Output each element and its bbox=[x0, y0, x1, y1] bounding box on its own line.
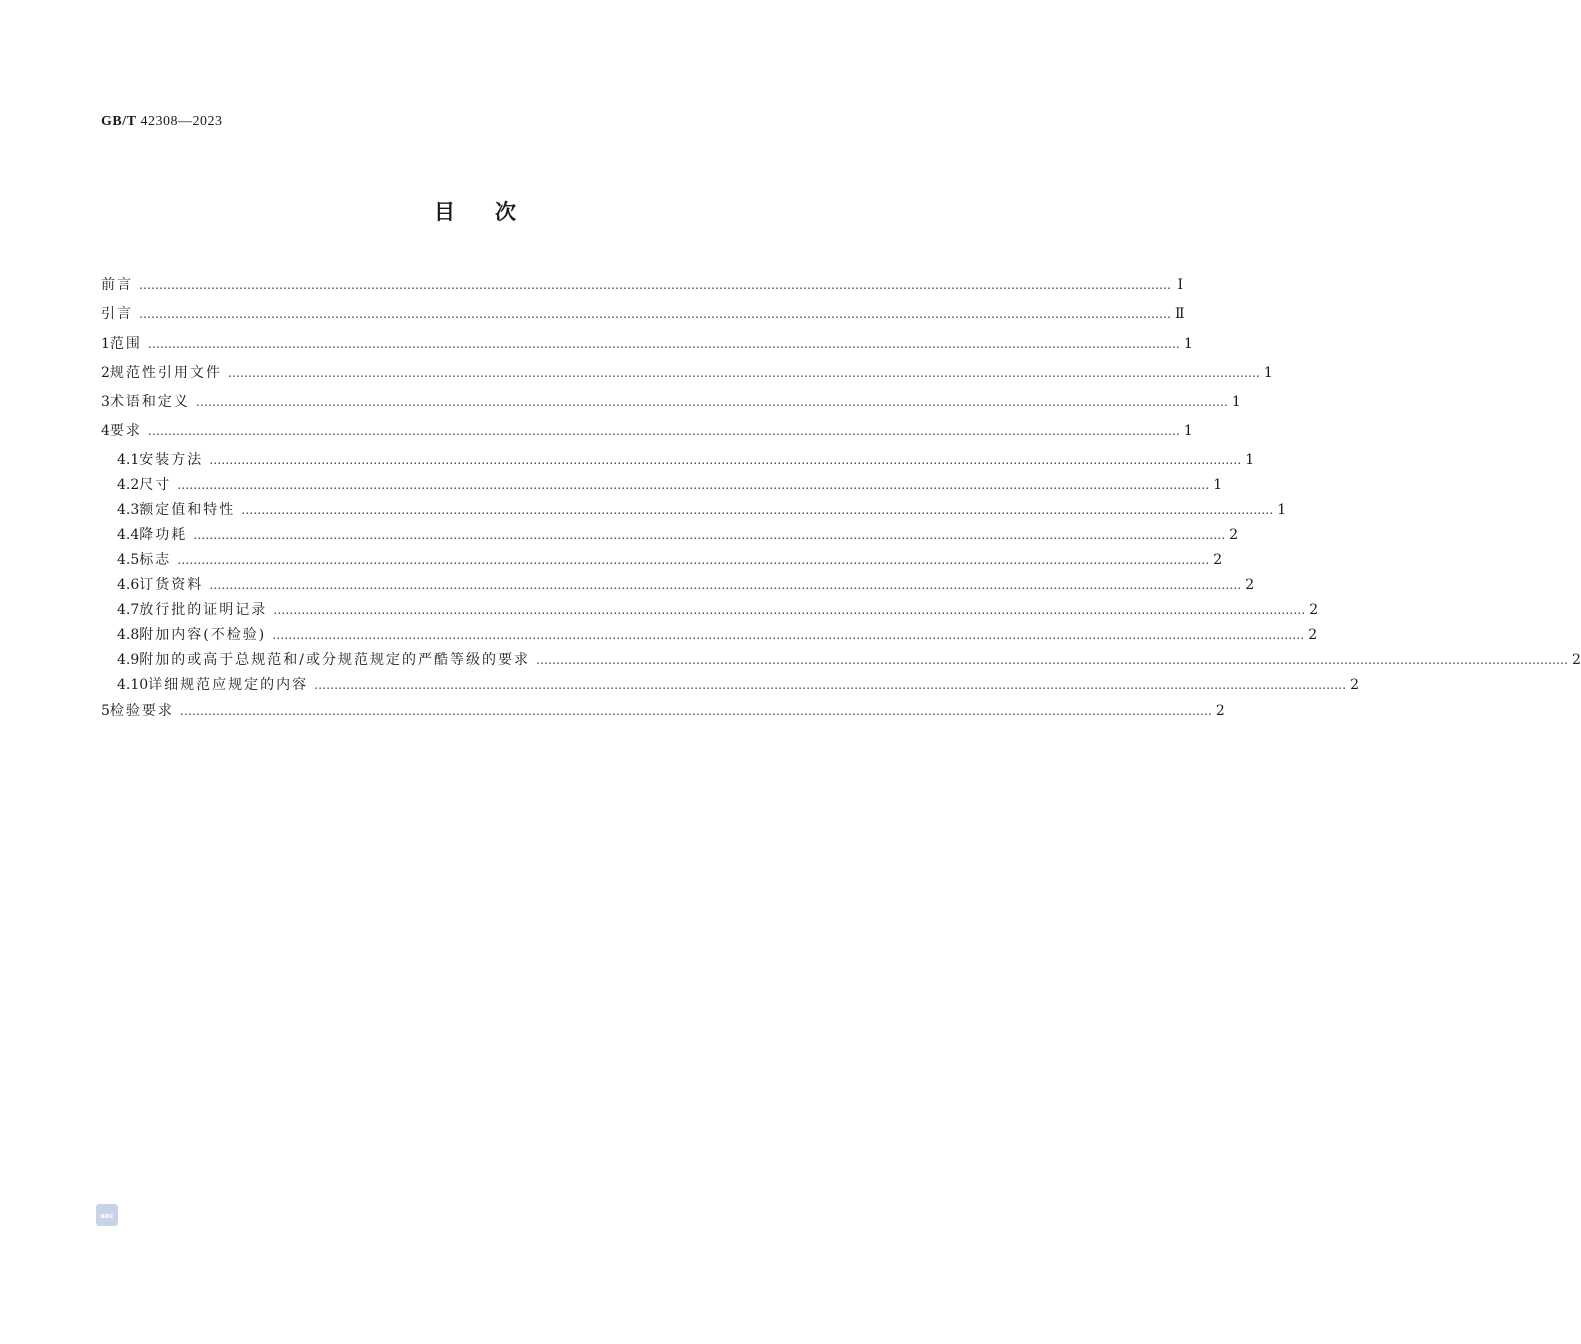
standard-code-prefix: GB/T bbox=[101, 114, 137, 129]
toc-entry-title: 检验要求 bbox=[109, 702, 174, 719]
toc-entry[interactable] bbox=[101, 272, 1183, 301]
toc-entry-page: 1 bbox=[1245, 451, 1255, 468]
toc-entry-page: 1 bbox=[1277, 501, 1287, 518]
svg-text:sac: sac bbox=[100, 1212, 114, 1220]
toc-entry[interactable] bbox=[101, 598, 1319, 623]
toc-entry-number: 4.2 bbox=[117, 476, 140, 493]
toc-entry[interactable] bbox=[101, 573, 1255, 598]
toc-dot-leader bbox=[314, 673, 1346, 698]
toc-entry-page: 2 bbox=[1350, 676, 1360, 693]
toc-entry-page: 2 bbox=[1215, 702, 1225, 719]
toc-entry-title: 放行批的证明记录 bbox=[139, 601, 268, 618]
page-title: 目次 bbox=[434, 200, 556, 224]
toc-entry-page: 2 bbox=[1229, 526, 1239, 543]
toc-entry-number: 4.1 bbox=[117, 451, 140, 468]
table-of-contents bbox=[101, 272, 1581, 727]
toc-entry[interactable] bbox=[101, 360, 1273, 389]
toc-dot-leader bbox=[228, 360, 1260, 386]
toc-entry-page: 1 bbox=[1213, 476, 1223, 493]
toc-entry-number: 5 bbox=[101, 702, 110, 719]
toc-entry-page: 2 bbox=[1245, 576, 1255, 593]
toc-entry[interactable] bbox=[101, 331, 1193, 360]
toc-entry[interactable] bbox=[101, 389, 1241, 418]
toc-entry-number: 4.3 bbox=[117, 501, 140, 518]
toc-entry-title: 降功耗 bbox=[139, 526, 188, 543]
toc-entry[interactable] bbox=[101, 698, 1225, 727]
toc-entry-title: 术语和定义 bbox=[109, 394, 190, 411]
toc-entry-title: 尺寸 bbox=[139, 476, 172, 493]
toc-dot-leader bbox=[139, 301, 1171, 327]
toc-dot-leader bbox=[196, 389, 1228, 415]
toc-dot-leader bbox=[148, 418, 1180, 444]
toc-entry-title: 订货资料 bbox=[139, 576, 204, 593]
toc-entry[interactable] bbox=[101, 623, 1318, 648]
toc-entry[interactable] bbox=[101, 673, 1360, 698]
toc-dot-leader bbox=[177, 473, 1209, 498]
toc-entry-page: Ⅰ bbox=[1177, 277, 1183, 293]
toc-dot-leader bbox=[273, 598, 1305, 623]
toc-entry-page: Ⅱ bbox=[1175, 306, 1185, 323]
toc-dot-leader bbox=[180, 698, 1212, 724]
toc-entry-number: 3 bbox=[101, 394, 110, 411]
toc-dot-leader bbox=[209, 448, 1241, 473]
toc-dot-leader bbox=[177, 548, 1209, 573]
toc-entry-title: 详细规范应规定的内容 bbox=[148, 676, 309, 693]
toc-entry-number: 2 bbox=[101, 364, 110, 381]
toc-entry-title: 附加内容(不检验) bbox=[139, 626, 267, 643]
toc-entry-number: 4.5 bbox=[117, 551, 140, 568]
toc-entry-number: 4 bbox=[101, 423, 110, 440]
toc-dot-leader bbox=[139, 272, 1171, 298]
toc-dot-leader bbox=[536, 648, 1568, 673]
toc-entry[interactable] bbox=[101, 498, 1287, 523]
toc-entry[interactable] bbox=[101, 301, 1185, 330]
toc-entry-page: 2 bbox=[1213, 551, 1223, 568]
toc-entry-page: 2 bbox=[1309, 601, 1319, 618]
standard-code bbox=[101, 114, 222, 130]
toc-entry-title: 标志 bbox=[139, 551, 172, 568]
toc-entry-page: 2 bbox=[1571, 651, 1581, 668]
toc-entry-number: 4.9 bbox=[117, 651, 140, 668]
toc-entry[interactable] bbox=[101, 523, 1239, 548]
toc-entry[interactable] bbox=[101, 473, 1223, 498]
toc-entry-number: 4.4 bbox=[117, 526, 140, 543]
toc-dot-leader bbox=[148, 331, 1180, 357]
toc-entry-number: 4.10 bbox=[117, 676, 149, 693]
toc-entry-page: 1 bbox=[1183, 423, 1193, 440]
toc-entry-title: 规范性引用文件 bbox=[109, 364, 222, 381]
toc-entry-title: 要求 bbox=[109, 423, 142, 440]
toc-entry-number: 4.8 bbox=[117, 626, 140, 643]
toc-entry[interactable] bbox=[101, 648, 1581, 673]
toc-entry[interactable] bbox=[101, 548, 1223, 573]
toc-entry-title: 额定值和特性 bbox=[139, 501, 236, 518]
toc-entry-title: 附加的或高于总规范和/或分规范规定的严酷等级的要求 bbox=[139, 651, 530, 668]
toc-entry-page: 2 bbox=[1308, 626, 1318, 643]
toc-dot-leader bbox=[241, 498, 1273, 523]
toc-dot-leader bbox=[193, 523, 1225, 548]
toc-entry[interactable] bbox=[101, 448, 1255, 473]
sac-logo-icon bbox=[95, 1203, 119, 1227]
toc-entry-number: 4.6 bbox=[117, 576, 140, 593]
toc-entry-number: 1 bbox=[101, 335, 110, 352]
toc-entry[interactable] bbox=[101, 418, 1193, 447]
toc-dot-leader bbox=[209, 573, 1241, 598]
toc-entry-title: 安装方法 bbox=[139, 451, 204, 468]
toc-entry-page: 1 bbox=[1263, 364, 1273, 381]
toc-entry-number: 4.7 bbox=[117, 601, 140, 618]
toc-dot-leader bbox=[272, 623, 1304, 648]
toc-entry-page: 1 bbox=[1183, 335, 1193, 352]
toc-entry-page: 1 bbox=[1231, 394, 1241, 411]
toc-entry-title: 引言 bbox=[101, 306, 133, 323]
toc-entry-title: 范围 bbox=[109, 335, 142, 352]
standard-code-number: 42308—2023 bbox=[140, 114, 223, 129]
toc-entry-title: 前言 bbox=[101, 277, 133, 293]
